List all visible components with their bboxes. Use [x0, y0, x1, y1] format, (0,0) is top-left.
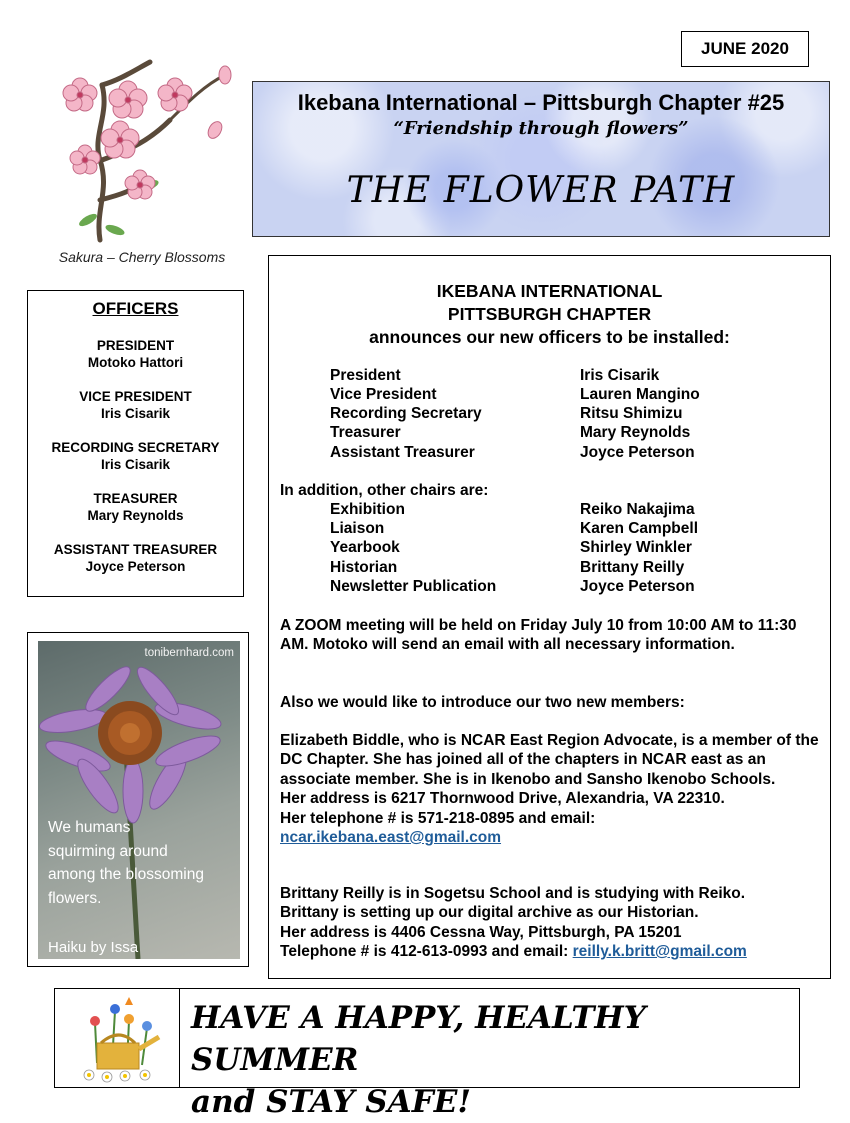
haiku-credit: Haiku by Issa [48, 939, 139, 956]
member-address: Her address is 4406 Cessna Way, Pittsburgh, PA 15201 [280, 923, 682, 941]
chair-name: Joyce Peterson [580, 578, 695, 595]
chairs-intro: In addition, other chairs are: [280, 482, 489, 499]
haiku-image-frame [27, 632, 249, 967]
member-reilly [280, 884, 825, 962]
member-description: Brittany Reilly is in Sogetsu School and is studying with Reiko. [280, 885, 746, 902]
officer-role: ASSISTANT TREASURER [53, 542, 218, 557]
member-address: Her address is 6217 Thornwood Drive, Alexandria, VA 22310. [280, 790, 725, 808]
chair-position: Yearbook [330, 539, 400, 556]
announcement-box [268, 255, 831, 979]
officer-role: PRESIDENT [96, 338, 175, 353]
issue-date: JUNE 2020 [681, 31, 809, 67]
footer-box [54, 988, 800, 1120]
haiku-poem [48, 816, 204, 910]
new-officer-position: Vice President [330, 386, 437, 403]
email-link[interactable]: ncar.ikebana.east@gmail.com [280, 829, 502, 847]
new-officer-name: Mary Reynolds [580, 424, 691, 441]
chair-name: Karen Campbell [580, 520, 699, 537]
email-link[interactable]: reilly.k.britt@gmail.com [572, 943, 747, 961]
heading-line: PITTSBURGH CHAPTER [447, 304, 652, 324]
chapter-motto: “Friendship through flowers” [393, 118, 689, 139]
officer-role: TREASURER [93, 491, 178, 506]
new-officer-name: Iris Cisarik [580, 367, 660, 384]
officer-name: Mary Reynolds [87, 508, 184, 523]
officer-name: Iris Cisarik [100, 406, 171, 421]
newsletter-name: THE FLOWER PATH [346, 170, 736, 211]
haiku-line: squirming around [48, 842, 168, 860]
chair-name: Reiko Nakajima [580, 501, 695, 518]
member-description: Elizabeth Biddle, who is NCAR East Region Advocate, is a member of the DC Chapter. She has joined all of the chapters in NCAR east as an associate member. She is in Ikenobo and Sansho Ikenobo Schools. [280, 732, 819, 788]
chair-position: Exhibition [330, 501, 405, 518]
footer-line: HAVE A HAPPY, HEALTHY SUMMER [191, 1000, 646, 1078]
new-officer-position: Recording Secretary [330, 405, 482, 422]
zoom-meeting-text: A ZOOM meeting will be held on Friday July 10 from 10:00 AM to 11:30 AM. Motoko will send an email with all necessary information. [280, 617, 797, 654]
heading-line: announces our new officers to be installed: [369, 327, 730, 347]
chair-position: Historian [330, 559, 398, 576]
chair-name: Shirley Winkler [580, 539, 692, 556]
member-description: Brittany is setting up our digital archive as our Historian. [280, 904, 699, 922]
coneflower-image [38, 641, 240, 959]
chair-position: Liaison [330, 520, 385, 537]
officer-entry [28, 388, 243, 422]
member-phone: Her telephone # is 571-218-0895 and email: [280, 809, 596, 827]
officer-role: VICE PRESIDENT [79, 389, 192, 404]
chair-position: Newsletter Publication [330, 578, 497, 595]
chapter-title: Ikebana International – Pittsburgh Chapter #25 [297, 90, 785, 115]
chair-name: Brittany Reilly [580, 559, 685, 576]
announcement-heading [269, 280, 830, 349]
new-officer-name: Joyce Peterson [580, 444, 695, 461]
image-watermark: tonibernhard.com [144, 647, 234, 659]
footer-divider [179, 989, 180, 1087]
officers-box [27, 290, 244, 597]
officer-role: RECORDING SECRETARY [51, 440, 220, 455]
officer-entry [28, 541, 243, 575]
sakura-caption: Sakura – Cherry Blossoms [58, 249, 226, 265]
footer-line: and STAY SAFE! [191, 1084, 471, 1120]
officer-entry [28, 439, 243, 473]
member-phone: Telephone # is 412-613-0993 and email: [280, 943, 569, 961]
officer-name: Joyce Peterson [85, 559, 186, 574]
new-officer-position: Treasurer [330, 424, 401, 441]
new-officer-name: Lauren Mangino [580, 386, 700, 403]
haiku-line: among the blossoming [48, 866, 204, 883]
new-officer-position: Assistant Treasurer [330, 444, 475, 461]
heading-line: IKEBANA INTERNATIONAL [436, 281, 663, 301]
haiku-line: flowers. [48, 889, 102, 907]
officer-name: Motoko Hattori [87, 355, 184, 370]
new-officer-name: Ritsu Shimizu [580, 405, 683, 422]
member-biddle [280, 731, 825, 847]
officer-entry [28, 337, 243, 371]
officer-name: Iris Cisarik [100, 457, 171, 472]
new-officer-position: President [330, 367, 401, 384]
watering-can-flowers-icon [67, 993, 167, 1085]
officers-heading: OFFICERS [92, 299, 179, 318]
haiku-line: We humans [48, 819, 131, 836]
coneflower-icon [38, 641, 240, 959]
masthead [252, 81, 830, 237]
cherry-blossom-icon [40, 40, 240, 250]
members-intro: Also we would like to introduce our two new members: [280, 694, 685, 711]
officer-entry [28, 490, 243, 524]
footer-message [191, 997, 799, 1123]
